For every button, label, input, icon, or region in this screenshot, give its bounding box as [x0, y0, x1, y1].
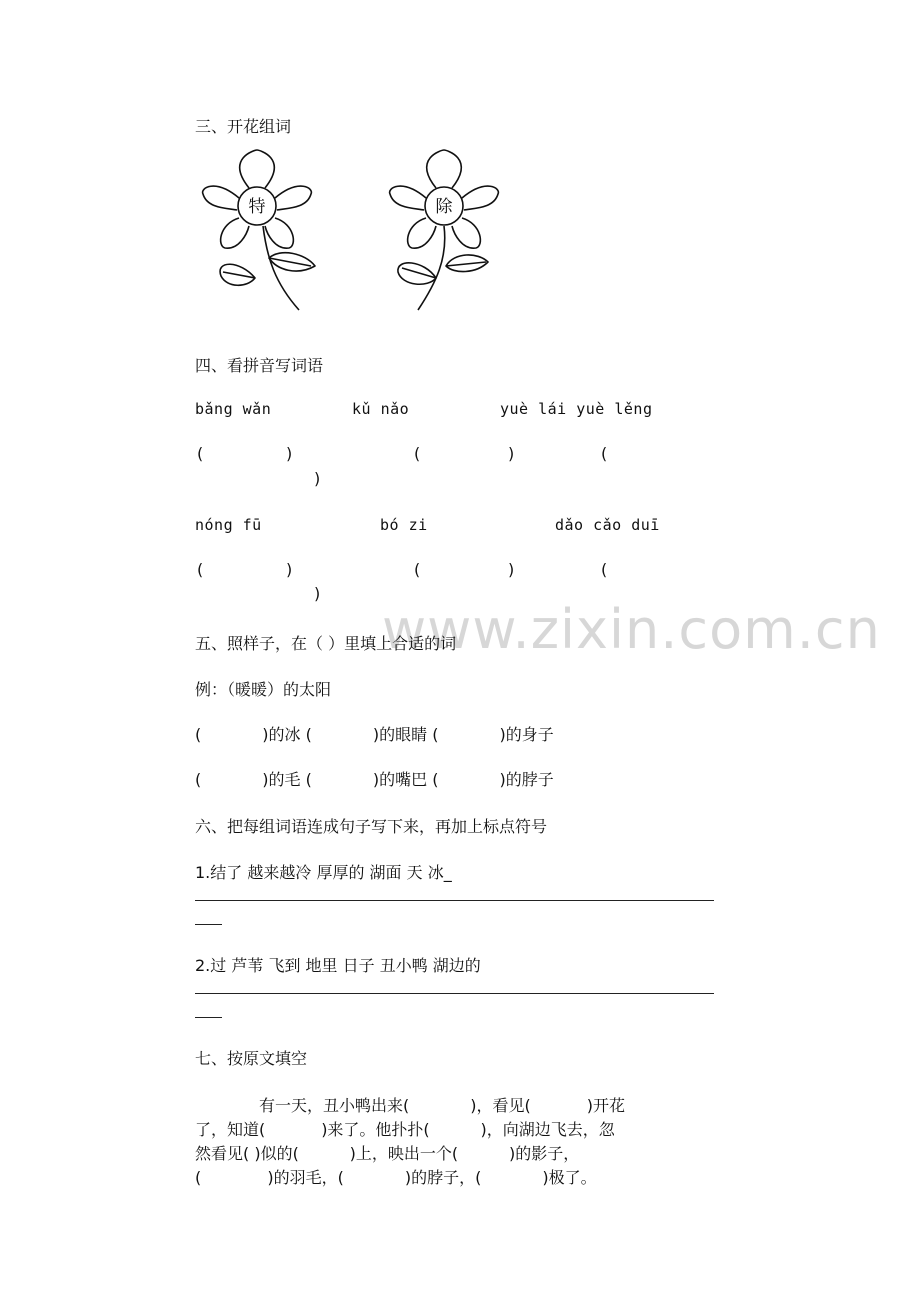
pinyin-ku-nao: kǔ nǎo: [352, 400, 410, 418]
answer-line: [195, 993, 714, 994]
flower-illustration-1: [195, 148, 320, 316]
answer-paren-close: ): [286, 444, 293, 463]
answer-paren-close: ): [314, 584, 321, 603]
flower-illustration-2: [388, 148, 513, 316]
passage-line-4: ( )的羽毛，( )的脖子，( )极了。: [195, 1168, 597, 1187]
answer-paren-open: (: [197, 560, 204, 579]
watermark: www.zixin.com.cn: [382, 598, 881, 661]
passage-line-2: 了，知道( )来了。他扑扑( )，向湖边飞去，忽: [195, 1120, 615, 1139]
section7-title: 七、按原文填空: [195, 1049, 308, 1068]
sentence-question-2: 2.过 芦苇 飞到 地里 日子 丑小鸭 湖边的: [195, 956, 481, 975]
fill-row-2: ( )的毛 ( )的嘴巴 ( )的脖子: [195, 770, 554, 789]
answer-paren-open: (: [601, 444, 608, 463]
pinyin-yue-lai-yue-leng: yuè lái yuè lěng: [500, 400, 653, 418]
flower-character-1: 特: [248, 197, 266, 217]
passage-line-3: 然看见( )似的( )上，映出一个( )的影子，: [195, 1144, 580, 1163]
pinyin-dao-cao-dui: dǎo cǎo duī: [555, 516, 660, 534]
answer-line: [195, 900, 714, 901]
answer-paren-close: ): [314, 469, 321, 488]
answer-paren-open: (: [414, 444, 421, 463]
answer-paren-close: ): [508, 560, 515, 579]
answer-line-continuation: [195, 924, 222, 925]
answer-paren-open: (: [601, 560, 608, 579]
answer-paren-open: (: [414, 560, 421, 579]
pinyin-nong-fu: nóng fū: [195, 516, 262, 534]
answer-paren-open: (: [197, 444, 204, 463]
section4-title: 四、看拼音写词语: [195, 356, 324, 375]
example-line: 例：（暖暖）的太阳: [195, 680, 332, 699]
pinyin-bang-wan: bǎng wǎn: [195, 400, 272, 418]
section3-title: 三、开花组词: [195, 117, 292, 136]
section6-title: 六、把每组词语连成句子写下来，再加上标点符号: [195, 817, 548, 836]
sentence-question-1: 1.结了 越来越冷 厚厚的 湖面 天 冰_: [195, 863, 452, 882]
answer-paren-close: ): [508, 444, 515, 463]
pinyin-bo-zi: bó zi: [380, 516, 428, 534]
answer-paren-close: ): [286, 560, 293, 579]
passage-line-1: 有一天，丑小鸭出来( )，看见( )开花: [259, 1096, 625, 1115]
flower-character-2: 除: [435, 197, 453, 217]
section5-title: 五、照样子，在（ ）里填上合适的词: [195, 634, 457, 653]
fill-row-1: ( )的冰 ( )的眼睛 ( )的身子: [195, 725, 554, 744]
answer-line-continuation: [195, 1017, 222, 1018]
